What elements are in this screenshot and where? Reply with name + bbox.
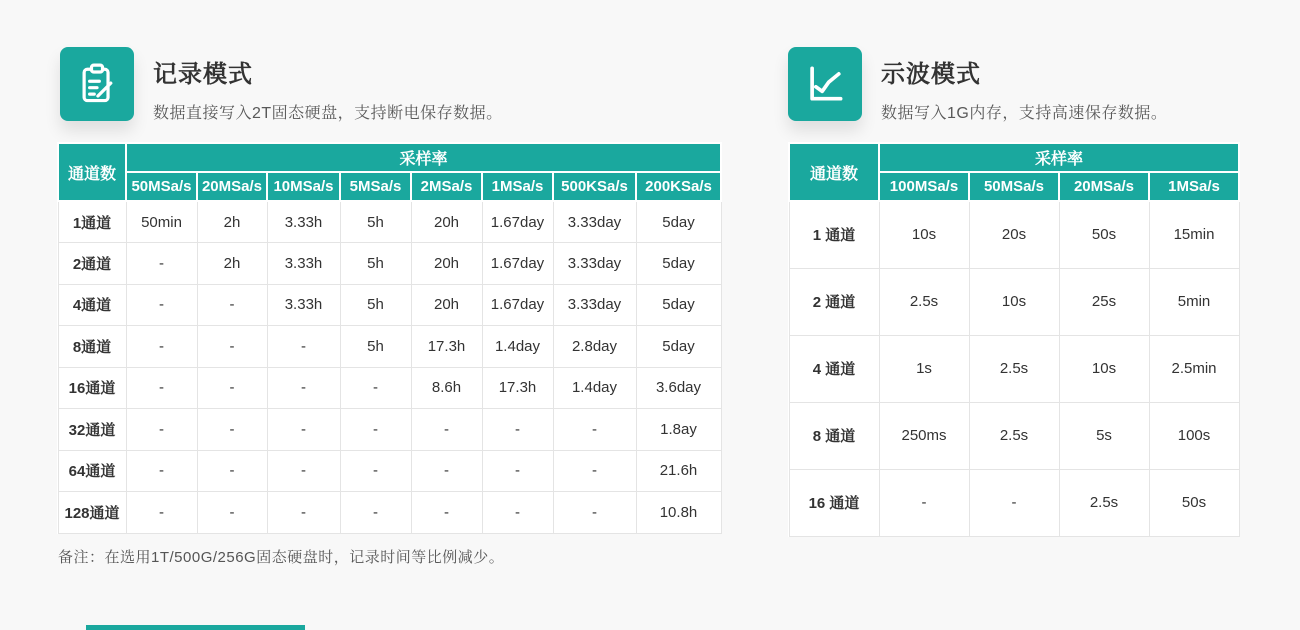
record-mode-table [57,142,722,534]
sample-rate-column-header: 200KSa/s [636,172,721,201]
record-mode-subtitle: 数据直接写入2T固态硬盘，支持断电保存数据。 [153,105,503,122]
sample-rate-column-header: 1MSa/s [482,172,553,201]
table-row [58,450,721,492]
duration-cell: 17.3h [482,367,553,409]
table-row [58,284,721,326]
duration-cell: 5h [340,201,411,243]
duration-cell: - [126,367,197,409]
line-chart-icon [788,47,862,121]
channel-row-label: 128通道 [58,492,126,534]
channel-row-label: 2 通道 [789,268,879,335]
duration-cell: 2.5min [1149,335,1239,402]
duration-cell: - [267,367,340,409]
duration-cell: 5day [636,284,721,326]
table-row [58,243,721,285]
duration-cell: 20s [969,201,1059,268]
duration-cell: - [340,409,411,451]
duration-cell: 5h [340,284,411,326]
bottom-accent-bar [86,625,305,630]
duration-cell: 1.67day [482,243,553,285]
duration-cell: 10s [1059,335,1149,402]
duration-cell: 25s [1059,268,1149,335]
channel-row-label: 16通道 [58,367,126,409]
duration-cell: 2.5s [969,402,1059,469]
duration-cell: - [969,469,1059,536]
duration-cell: - [482,409,553,451]
channel-row-label: 1 通道 [789,201,879,268]
duration-cell: 20h [411,243,482,285]
duration-cell: 1.67day [482,201,553,243]
sample-rate-column-header: 20MSa/s [197,172,267,201]
duration-cell: 3.33h [267,243,340,285]
duration-cell: 2h [197,201,267,243]
channel-row-label: 4 通道 [789,335,879,402]
duration-cell: 1.4day [482,326,553,368]
duration-cell: 3.33h [267,284,340,326]
sample-rate-column-header: 2MSa/s [411,172,482,201]
duration-cell: - [267,409,340,451]
channel-count-header: 通道数 [58,143,126,201]
duration-cell: - [197,284,267,326]
duration-cell: - [553,409,636,451]
table-row [789,201,1239,268]
duration-cell: 1.4day [553,367,636,409]
scope-mode-subtitle: 数据写入1G内存，支持高速保存数据。 [881,105,1168,122]
duration-cell: - [197,450,267,492]
duration-cell: 2.5s [879,268,969,335]
record-mode-header [60,47,503,123]
duration-cell: 100s [1149,402,1239,469]
duration-cell: 50s [1149,469,1239,536]
scope-mode-table [788,142,1240,537]
duration-cell: - [267,326,340,368]
duration-cell: 15min [1149,201,1239,268]
duration-cell: - [411,492,482,534]
duration-cell: 2.5s [1059,469,1149,536]
duration-cell: - [126,492,197,534]
sample-rate-column-header: 500KSa/s [553,172,636,201]
duration-cell: - [340,492,411,534]
duration-cell: 3.33h [267,201,340,243]
table-row [58,367,721,409]
scope-mode-title: 示波模式 [881,61,981,88]
clipboard-icon [60,47,134,121]
duration-cell: 5s [1059,402,1149,469]
duration-cell: - [879,469,969,536]
table-row [789,469,1239,536]
duration-cell: 17.3h [411,326,482,368]
duration-cell: 3.33day [553,284,636,326]
duration-cell: 1.8ay [636,409,721,451]
duration-cell: - [267,492,340,534]
duration-cell: 2h [197,243,267,285]
table-row [789,402,1239,469]
duration-cell: - [126,409,197,451]
duration-cell: - [482,492,553,534]
duration-cell: 20h [411,284,482,326]
duration-cell: - [411,409,482,451]
duration-cell: 3.33day [553,201,636,243]
sample-rate-column-header: 50MSa/s [126,172,197,201]
duration-cell: - [553,450,636,492]
duration-cell: 5day [636,243,721,285]
duration-cell: - [482,450,553,492]
duration-cell: 8.6h [411,367,482,409]
duration-cell: 5h [340,243,411,285]
channel-row-label: 8通道 [58,326,126,368]
duration-cell: 10s [879,201,969,268]
scope-mode-table-container [788,142,1240,537]
sample-rate-column-header: 10MSa/s [267,172,340,201]
duration-cell: - [197,326,267,368]
duration-cell: 50min [126,201,197,243]
duration-cell: - [411,450,482,492]
duration-cell: - [197,492,267,534]
duration-cell: 2.8day [553,326,636,368]
sample-rate-group-header: 采样率 [126,143,721,172]
duration-cell: 20h [411,201,482,243]
duration-cell: - [267,450,340,492]
duration-cell: - [126,450,197,492]
sample-rate-column-header: 100MSa/s [879,172,969,201]
duration-cell: - [553,492,636,534]
duration-cell: 21.6h [636,450,721,492]
duration-cell: 1.67day [482,284,553,326]
duration-cell: - [126,284,197,326]
record-mode-table-container [57,142,722,534]
duration-cell: 3.33day [553,243,636,285]
sample-rate-group-header: 采样率 [879,143,1239,172]
duration-cell: - [340,367,411,409]
duration-cell: 50s [1059,201,1149,268]
table-row [58,409,721,451]
scope-mode-header [788,47,1167,123]
sample-rate-column-header: 1MSa/s [1149,172,1239,201]
duration-cell: - [126,243,197,285]
table-row [58,326,721,368]
duration-cell: 5day [636,201,721,243]
table-row [58,201,721,243]
table-row [789,268,1239,335]
duration-cell: - [126,326,197,368]
record-mode-title: 记录模式 [153,61,253,88]
channel-row-label: 2通道 [58,243,126,285]
duration-cell: 5min [1149,268,1239,335]
duration-cell: 3.6day [636,367,721,409]
record-mode-note: 备注：在选用1T/500G/256G固态硬盘时，记录时间等比例减少。 [58,549,505,566]
channel-row-label: 1通道 [58,201,126,243]
duration-cell: 5day [636,326,721,368]
channel-row-label: 64通道 [58,450,126,492]
duration-cell: - [197,409,267,451]
duration-cell: - [197,367,267,409]
duration-cell: 10.8h [636,492,721,534]
channel-count-header: 通道数 [789,143,879,201]
sample-rate-column-header: 5MSa/s [340,172,411,201]
sample-rate-column-header: 20MSa/s [1059,172,1149,201]
duration-cell: 10s [969,268,1059,335]
duration-cell: 1s [879,335,969,402]
channel-row-label: 16 通道 [789,469,879,536]
table-row [789,335,1239,402]
duration-cell: 250ms [879,402,969,469]
sample-rate-column-header: 50MSa/s [969,172,1059,201]
channel-row-label: 32通道 [58,409,126,451]
duration-cell: - [340,450,411,492]
channel-row-label: 8 通道 [789,402,879,469]
table-row [58,492,721,534]
duration-cell: 5h [340,326,411,368]
duration-cell: 2.5s [969,335,1059,402]
channel-row-label: 4通道 [58,284,126,326]
